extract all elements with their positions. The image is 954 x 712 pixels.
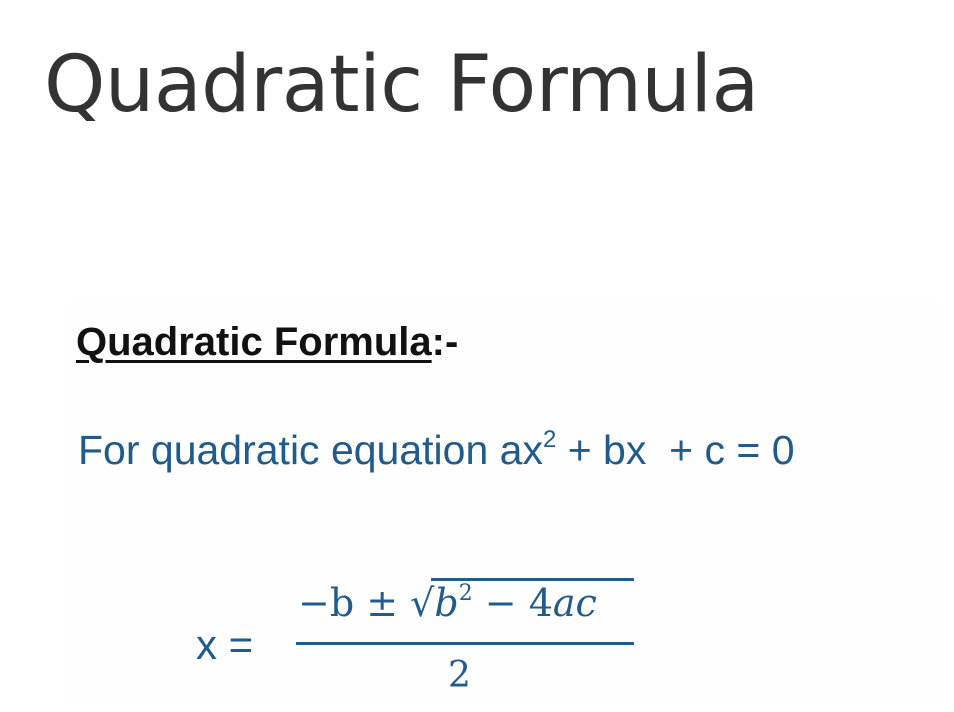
formula-denominator: 2 (448, 655, 471, 696)
radicand-exponent: 2 (458, 581, 473, 606)
section-heading (76, 322, 458, 362)
equation-suffix: + bx + c = 0 (556, 427, 795, 473)
radicand-b: b (434, 581, 459, 625)
neg-b: −b (298, 581, 367, 625)
fraction-bar (296, 642, 634, 645)
section-heading-text: Quadratic Formula (76, 320, 432, 364)
plus-minus-sign: ± (366, 581, 399, 625)
radical-overline (431, 578, 634, 581)
equation-prefix: For quadratic equation ax (78, 427, 543, 473)
formula-numerator (298, 581, 597, 625)
radicand-ac: ac (552, 581, 597, 625)
radicand-minus-four: − 4 (472, 581, 553, 625)
sqrt-sign: √ (398, 581, 435, 625)
page-title: Quadratic Formula (44, 40, 759, 130)
quadratic-equation-statement (78, 426, 795, 473)
formula-lhs: x = (196, 621, 265, 668)
equation-exponent: 2 (542, 426, 557, 453)
formula-fraction (296, 578, 636, 698)
section-heading-suffix: :- (431, 320, 459, 364)
